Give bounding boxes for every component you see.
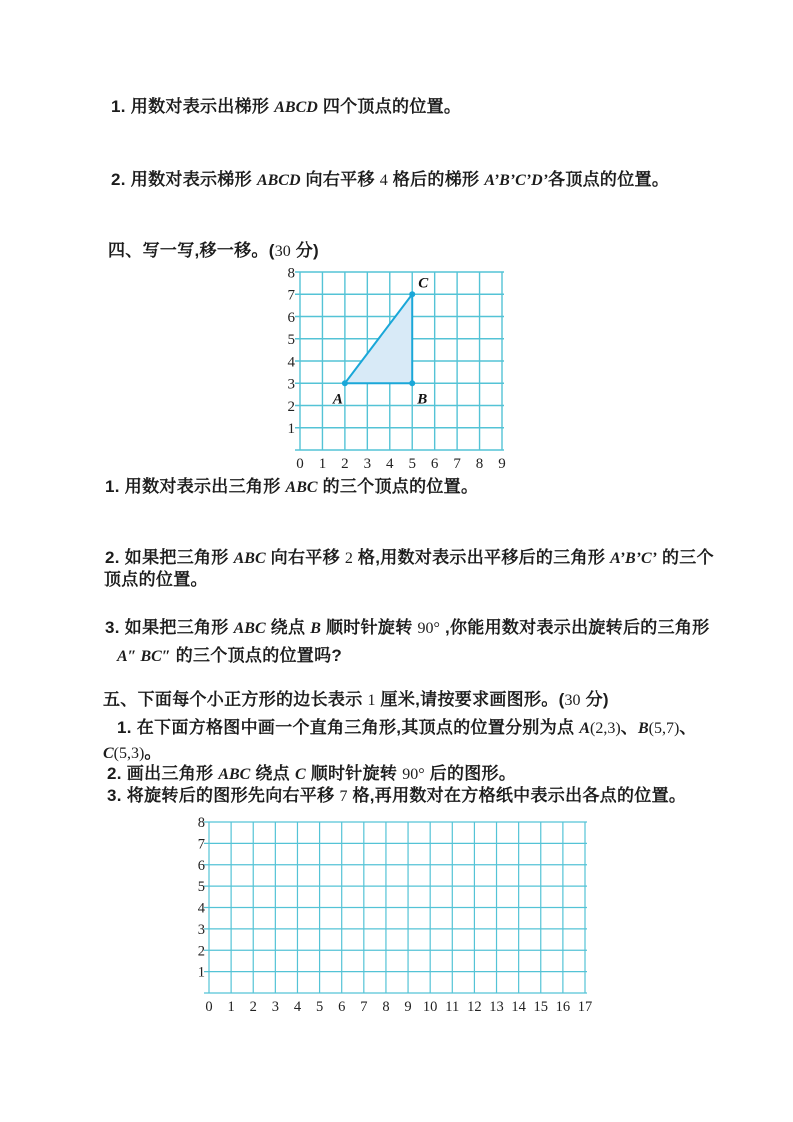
x-tick-label: 1 <box>318 456 327 472</box>
x-tick-label: 11 <box>445 999 460 1015</box>
triangle-ABC <box>332 275 429 407</box>
y-tick-label: 4 <box>197 900 205 917</box>
vertex-dot <box>409 291 415 297</box>
text-segment: 五、下面每个小正方形的边长表示 <box>103 690 368 709</box>
y-tick-label: 3 <box>287 376 295 393</box>
x-tick-label: 9 <box>404 999 412 1015</box>
text-segment: (2,3) <box>590 720 621 737</box>
y-tick-label: 2 <box>197 943 205 960</box>
text-segment: 顺时针旋转 <box>320 618 418 637</box>
x-tick-label: 2 <box>249 999 257 1015</box>
text-segment: 四、写一写,移一移。( <box>108 241 275 260</box>
x-tick-label: 5 <box>315 999 324 1015</box>
text-segment: ABCD <box>274 99 318 116</box>
text-segment: (5,7) <box>648 720 680 737</box>
y-tick-label: 5 <box>287 332 295 348</box>
y-tick-label: 8 <box>287 265 295 282</box>
x-tick-label: 4 <box>293 999 302 1015</box>
text-segment: C <box>103 745 114 762</box>
text-segment: 1 <box>367 692 376 709</box>
text-segment: 、 <box>679 718 697 737</box>
text-segment: 的三个顶点的位置。 <box>317 477 479 496</box>
text-segment: 。 <box>144 743 162 762</box>
text-segment: (5,3) <box>113 745 145 762</box>
section-5-item-1-line-1 <box>117 718 697 738</box>
text-segment: ABC <box>233 620 266 637</box>
text-segment: 后的图形。 <box>424 764 517 783</box>
text-segment: A’B’C’ <box>610 550 657 567</box>
text-segment: 4 <box>379 172 388 189</box>
section-5-item-2 <box>107 764 516 784</box>
x-tick-label: 10 <box>422 999 438 1015</box>
x-tick-label: 3 <box>271 999 279 1015</box>
coordinate-grid-empty <box>195 813 601 1015</box>
section-4-question-3-line-2 <box>117 646 342 666</box>
text-segment: 四个顶点的位置。 <box>317 97 462 116</box>
y-tick-label: 4 <box>287 354 295 371</box>
y-tick-label: 7 <box>287 287 295 304</box>
text-segment: 2. 如果把三角形 <box>105 548 234 567</box>
text-segment: 1. 用数对表示出梯形 <box>111 97 275 116</box>
text-segment: 格,再用数对在方格纸中表示出各点的位置。 <box>347 786 687 805</box>
text-segment: 3. 将旋转后的图形先向右平移 <box>107 786 340 805</box>
text-segment: 向右平移 <box>265 548 345 567</box>
text-segment: B <box>638 720 649 737</box>
x-tick-label: 6 <box>338 999 346 1015</box>
vertex-label: C <box>418 275 429 292</box>
x-tick-label: 14 <box>511 999 526 1015</box>
text-segment: 2. 画出三角形 <box>107 764 219 783</box>
text-segment: C <box>295 766 306 783</box>
text-segment: 分) <box>290 241 319 260</box>
text-segment: 格后的梯形 <box>387 170 485 189</box>
x-tick-label: 0 <box>296 456 304 472</box>
section-4-question-2-line-1 <box>105 548 714 568</box>
text-segment: 90° <box>402 766 425 783</box>
vertex-label: A <box>332 391 343 408</box>
text-segment: B <box>310 620 321 637</box>
coordinate-grid-triangle <box>275 262 510 474</box>
text-segment: 顺时针旋转 <box>305 764 403 783</box>
text-segment: ABC <box>218 766 251 783</box>
x-tick-label: 8 <box>382 999 390 1015</box>
x-tick-label: 0 <box>205 999 213 1015</box>
x-tick-label: 5 <box>408 456 416 472</box>
text-segment: 顶点的位置。 <box>104 570 208 589</box>
y-tick-label: 1 <box>197 964 205 981</box>
text-segment: 3. 如果把三角形 <box>105 618 234 637</box>
y-tick-label: 8 <box>197 815 205 832</box>
text-segment: 绕点 <box>250 764 295 783</box>
section-4-question-2-line-2 <box>104 570 208 590</box>
x-tick-label: 8 <box>475 456 484 472</box>
x-tick-label: 7 <box>453 456 461 472</box>
section-5-item-1-line-2 <box>103 743 162 763</box>
section-4-header <box>108 241 319 261</box>
x-tick-label: 4 <box>386 456 394 472</box>
text-segment: 厘米,请按要求画图形。( <box>375 690 565 709</box>
x-tick-label: 1 <box>227 999 235 1015</box>
text-segment: 1. 在下面方格图中画一个直角三角形,其顶点的位置分别为点 <box>117 718 580 737</box>
text-segment: 向右平移 <box>300 170 380 189</box>
section-4-question-3-line-1 <box>105 618 709 638</box>
y-tick-label: 3 <box>197 921 205 938</box>
text-segment: 各顶点的位置。 <box>548 170 670 189</box>
text-segment: ABC <box>233 550 266 567</box>
text-segment: A <box>579 720 591 737</box>
text-segment: ABC <box>285 479 318 496</box>
section-4-question-1 <box>105 477 478 497</box>
vertex-dot <box>342 380 348 386</box>
x-tick-label: 9 <box>498 456 506 472</box>
x-tick-label: 6 <box>430 456 439 472</box>
text-segment: 格,用数对表示出平移后的三角形 <box>352 548 611 567</box>
grid-lines <box>204 822 587 993</box>
vertex-label: B <box>417 391 428 408</box>
text-segment: 30 <box>564 692 581 709</box>
y-tick-label: 6 <box>287 309 295 326</box>
x-tick-label: 16 <box>555 999 571 1015</box>
empty-coordinate-grid-svg <box>195 813 601 1015</box>
x-tick-label: 7 <box>360 999 368 1015</box>
text-segment: A’B’C’D’ <box>484 172 549 189</box>
text-segment: 的三个顶点的位置吗? <box>170 646 343 665</box>
x-tick-label: 17 <box>577 999 593 1015</box>
x-tick-label: 2 <box>341 456 349 472</box>
text-segment: 7 <box>339 788 348 805</box>
y-tick-label: 6 <box>197 857 205 874</box>
section-5-item-3 <box>107 786 686 806</box>
text-segment: 30 <box>274 243 291 260</box>
question-trapezoid-1 <box>111 97 461 117</box>
text-segment: A″ BC″ <box>117 648 171 665</box>
text-segment: 1. 用数对表示出三角形 <box>105 477 286 496</box>
vertex-dot <box>409 380 415 386</box>
text-segment: 绕点 <box>265 618 311 637</box>
question-trapezoid-2 <box>111 170 669 190</box>
text-segment: 分) <box>580 690 609 709</box>
text-segment: 、 <box>620 718 638 737</box>
x-tick-label: 15 <box>533 999 549 1015</box>
x-tick-label: 12 <box>467 999 482 1015</box>
x-tick-label: 3 <box>363 456 372 472</box>
y-tick-label: 7 <box>197 836 205 853</box>
section-5-header <box>103 690 609 710</box>
text-segment: 2 <box>344 550 353 567</box>
y-tick-label: 5 <box>197 879 205 896</box>
y-tick-label: 2 <box>287 398 295 415</box>
x-tick-label: 13 <box>489 999 504 1015</box>
triangle-coordinate-grid-svg <box>275 262 510 474</box>
text-segment: 的三个 <box>656 548 714 567</box>
y-tick-label: 1 <box>287 421 295 437</box>
text-segment: ,你能用数对表示出旋转后的三角形 <box>439 618 710 637</box>
text-segment: 90° <box>417 620 440 637</box>
axis-labels <box>198 815 593 1015</box>
text-segment: ABCD <box>256 172 301 189</box>
text-segment: 2. 用数对表示梯形 <box>111 170 257 189</box>
